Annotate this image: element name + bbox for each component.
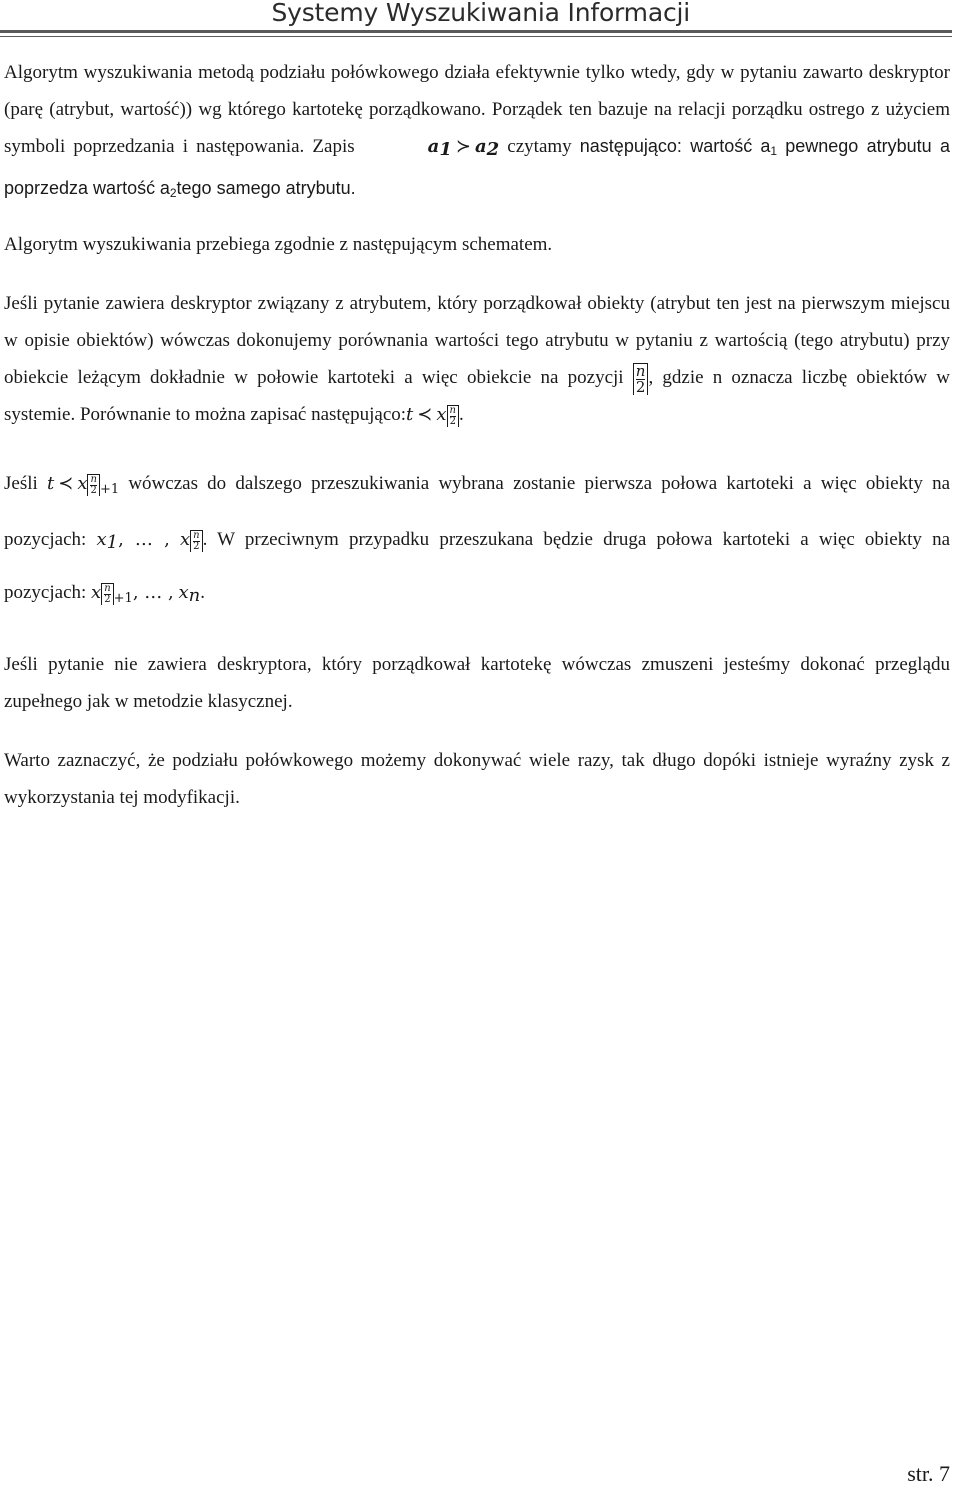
paragraph-text: , gdzie n oznacza liczbę obiektów w systemie. Porównanie to można zapisać następująco: [4, 367, 950, 425]
value-var: a [760, 136, 771, 156]
ceil-denominator: 2 [193, 540, 200, 552]
formula-sub: 2 [486, 139, 500, 160]
range-sub: n [188, 585, 201, 606]
document-body [4, 54, 950, 816]
value-sub: 1 [770, 144, 778, 158]
formula-var: a [427, 136, 440, 157]
condition-plus-one: +1 [99, 482, 120, 497]
ceil-denominator: 2 [104, 593, 111, 605]
ceil-numerator: n [449, 404, 456, 416]
value-sub: 2 [169, 186, 177, 200]
ceil-n-over-2-subscript [447, 405, 459, 427]
header-title: Systemy Wyszukiwania Informacji [271, 0, 690, 27]
formula-operator: ≻ [455, 136, 471, 157]
ceil-n-over-2-subscript [190, 530, 202, 552]
paragraph-text: następująco: wartość [579, 136, 753, 156]
range-ellipsis: , … , [118, 529, 170, 550]
ceil-numerator: n [635, 361, 646, 380]
ceil-denominator: 2 [635, 377, 646, 396]
range-ellipsis: , … , [132, 582, 174, 603]
formula-order [427, 136, 500, 160]
paragraph-text: czytamy [507, 136, 572, 157]
range-plus-one: +1 [113, 591, 133, 606]
comparison-x: x [436, 404, 447, 425]
range-x: x [96, 529, 107, 550]
header-rule [0, 30, 952, 33]
formula-sub: 1 [439, 139, 452, 160]
header-rule-thin [0, 36, 952, 37]
paragraph-text: . [458, 404, 464, 425]
ceil-numerator: n [193, 529, 200, 541]
paragraph-intro [4, 54, 950, 212]
formula-var: a [474, 136, 487, 157]
paragraph-text: . W przeciwnym przypadku przeszukana będzie druga połowa kartoteki a więc obiekty na pozycjach: [4, 529, 951, 603]
paragraph-no-descriptor: Jeśli pytanie nie zawiera deskryptora, który porządkował kartotekę wówczas zmuszeni jesteśmy dokonać przeglądu zupełnego jak w metodzie klasycznej. [4, 654, 950, 712]
range-x: x [178, 582, 189, 603]
condition-operator: ≺ [58, 473, 74, 494]
value-a1 [760, 136, 777, 156]
paragraph-text: Jeśli pytanie zawiera deskryptor związany z atrybutem, który porządkował obiekty (atrybut ten jest na pierwszym miejscu w opisie obiektów) wówczas dokonujemy porównania wartości tego atrybutu w pytaniu z wartością (tego atrybutu) przy obiekcie leżącym dokładnie w połowie kartoteki a więc obiekcie na pozycji [4, 293, 950, 388]
paragraph-schema: Algorytm wyszukiwania przebiega zgodnie z następującym schematem. [4, 234, 553, 255]
range-x: x [91, 582, 102, 603]
range-x: x [179, 529, 191, 550]
ceil-denominator: 2 [90, 484, 97, 496]
ceil-n-over-2-subscript [101, 583, 113, 605]
paragraph-text: wówczas do dalszego przeszukiwania wybrana zostanie pierwsza połowa kartoteki a więc obiekty na pozycjach: [4, 473, 951, 550]
paragraph-note: Warto zaznaczyć, że podziału połówkowego możemy dokonywać wiele razy, tak długo dopóki istnieje wyraźny zysk z wykorzystania tej modyfikacji. [4, 750, 950, 808]
paragraph-text: pewnego atrybutu a poprzedza wartość [4, 136, 951, 198]
comparison-t: t [406, 404, 414, 425]
ceil-n-over-2-subscript [87, 474, 99, 496]
condition-x: x [77, 473, 88, 494]
page-number: str. 7 [907, 1461, 950, 1486]
value-a2 [160, 178, 177, 198]
value-var: a [159, 178, 170, 198]
ceil-denominator: 2 [449, 415, 456, 427]
range-sub: 1 [106, 532, 119, 553]
paragraph-descriptor [4, 285, 950, 433]
comparison-operator: ≺ [417, 404, 433, 425]
condition-t: t [47, 473, 55, 494]
paragraph-text: Jeśli [4, 473, 38, 494]
ceil-n-over-2 [633, 363, 649, 395]
ceil-numerator: n [104, 582, 111, 594]
paragraph-text: Algorytm wyszukiwania metodą podziału połówkowego działa efektywnie tylko wtedy, gdy w pytaniu zawarto deskryptor (parę (atrybut, wartość)) wg którego kartotekę porządkowano. Porządek ten bazuje na relacji porządku ostrego z użyciem symboli poprzedzania i następowania. Zapis [4, 62, 950, 157]
paragraph-text: . [200, 582, 205, 603]
paragraph-halving [4, 459, 950, 624]
ceil-numerator: n [90, 473, 97, 485]
paragraph-text: tego samego atrybutu. [176, 178, 356, 198]
